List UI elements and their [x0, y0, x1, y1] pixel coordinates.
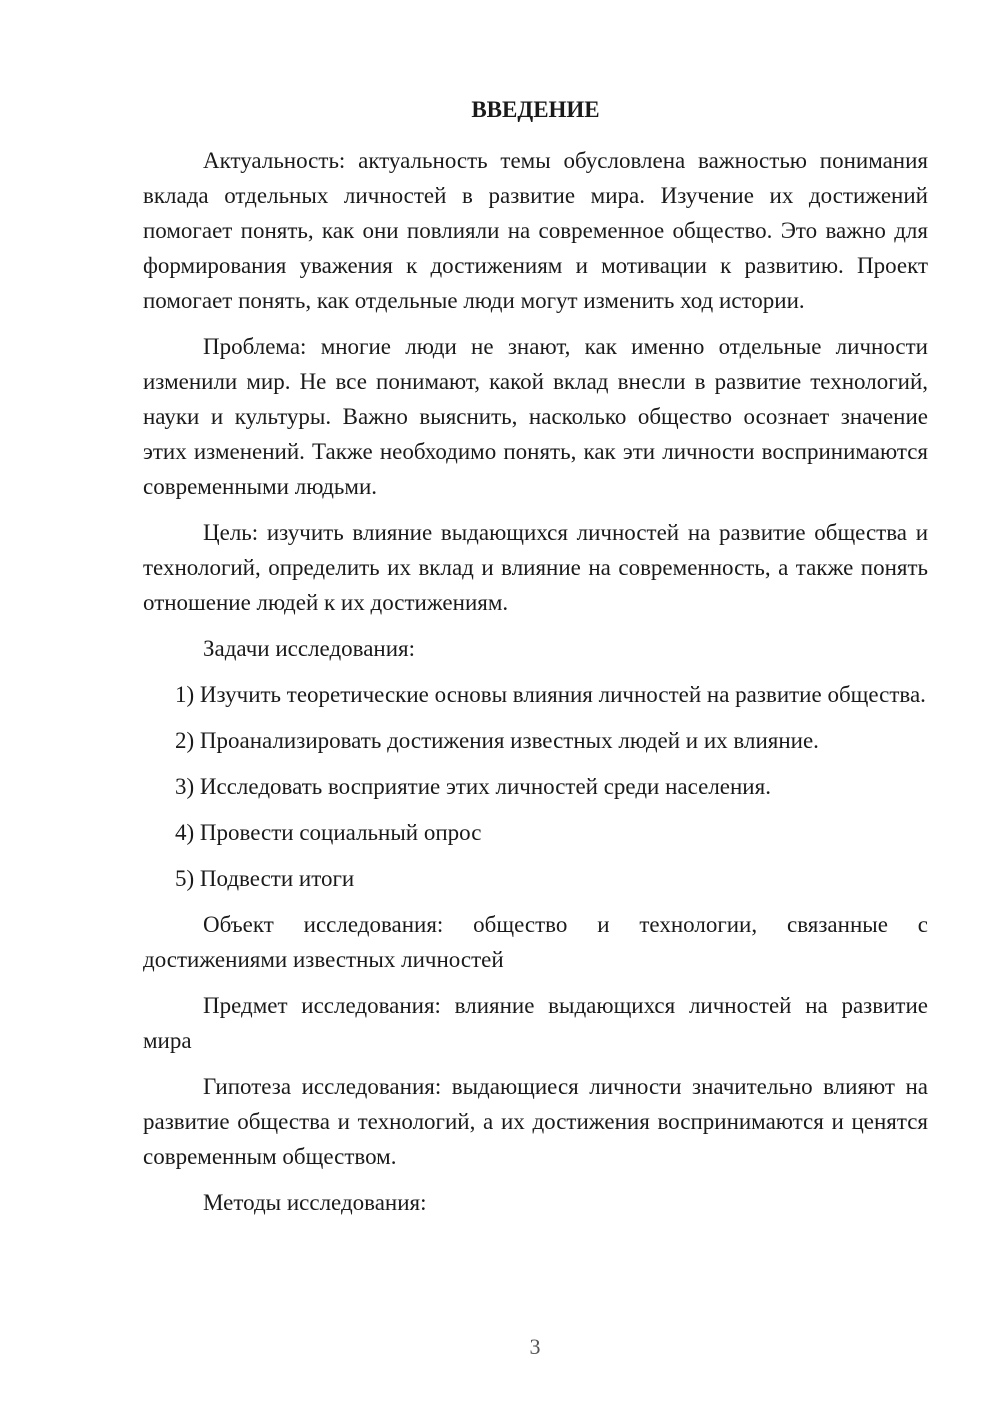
paragraph-tasks-heading: Задачи исследования: [203, 636, 416, 661]
paragraph-hypothesis: Гипотеза исследования: выдающиеся личности значительно влияют на развитие общества и технологий, а их достижения воспринимаются и ценятся современным обществом. [143, 1074, 928, 1169]
page-content [143, 92, 928, 1231]
paragraph-relevance: Актуальность: актуальность темы обусловлена важностью понимания вклада отдельных личностей в развитие мира. Изучение их достижений помогает понять, как они повлияли на современное общество. Это важно для формирования уважения к достижениям и мотивации к развитию. Проект помогает понять, как отдельные люди могут изменить ход истории. [143, 148, 928, 313]
page-number: 3 [529, 1334, 541, 1359]
paragraph-problem: Проблема: многие люди не знают, как именно отдельные личности изменили мир. Не все понимают, какой вклад внесли в развитие технологий, науки и культуры. Важно выяснить, насколько общество осознает значение этих изменений. Также необходимо понять, как эти личности воспринимаются современными людьми. [143, 334, 928, 499]
section-title: ВВЕДЕНИЕ [471, 97, 600, 122]
task-item: 5) Подвести итоги [175, 866, 355, 891]
task-item: 2) Проанализировать достижения известных людей и их влияние. [175, 728, 819, 753]
paragraph-goal: Цель: изучить влияние выдающихся личностей на развитие общества и технологий, определить их вклад и влияние на современность, а также понять отношение людей к их достижениям. [143, 520, 928, 615]
paragraph-methods: Методы исследования: [203, 1190, 427, 1215]
task-item: 3) Исследовать восприятие этих личностей среди населения. [175, 774, 771, 799]
paragraph-subject: Предмет исследования: влияние выдающихся личностей на развитие мира [143, 993, 928, 1053]
paragraph-object: Объект исследования: общество и технологии, связанные с достижениями известных личностей [143, 912, 928, 972]
task-item: 4) Провести социальный опрос [175, 820, 482, 845]
task-item: 1) Изучить теоретические основы влияния личностей на развитие общества. [175, 682, 926, 707]
